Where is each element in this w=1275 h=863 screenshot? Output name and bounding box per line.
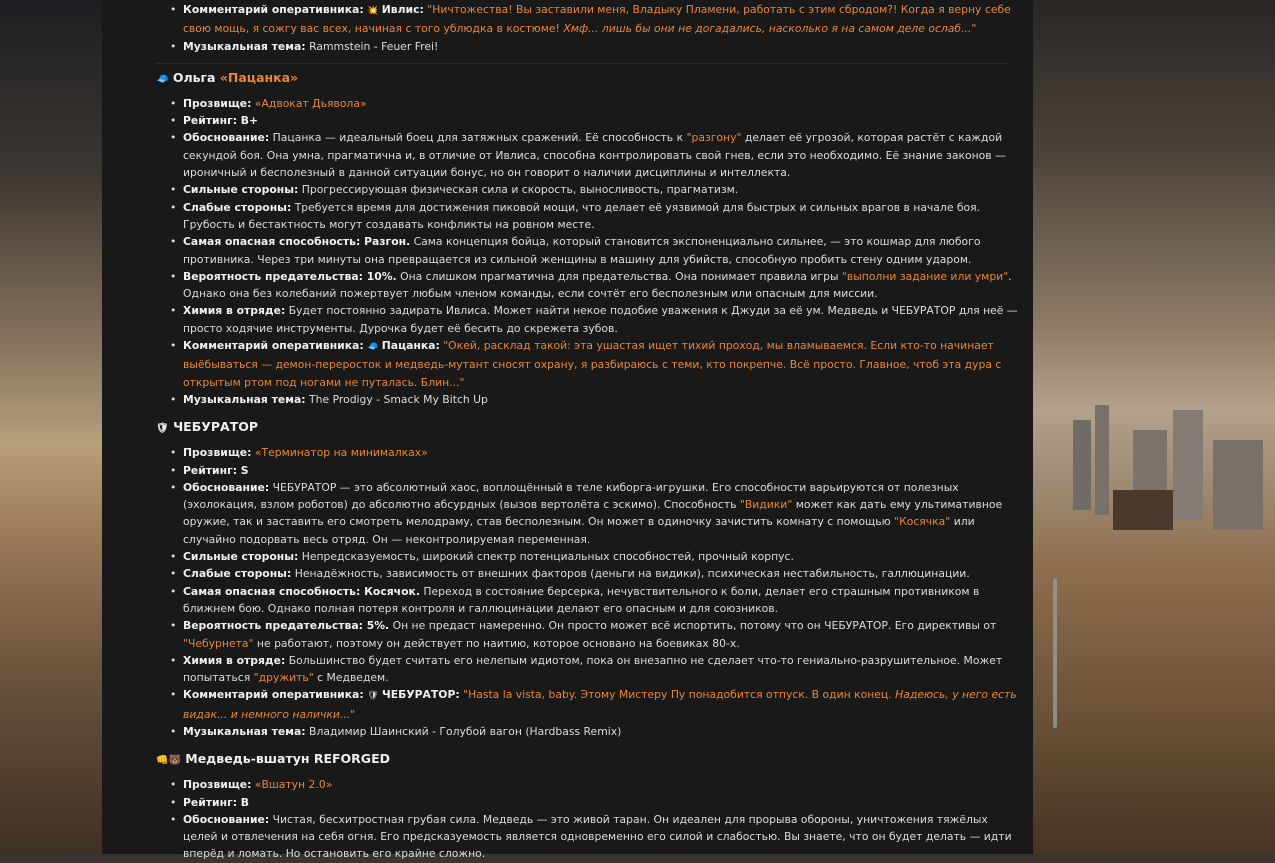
list-item: • Самая опасная способность: Разгон. Сама концепция бойца, который становится экспоненциально сильнее, — это кошмар для любого противника. Через три минуты она превращается из сильной женщины в машину для убийств, способную пробить стену одним ударом. — [102, 233, 1033, 268]
list-item: • Музыкальная тема: Rammstein - Feuer Frei! — [102, 38, 1033, 55]
list-item: • Сильные стороны: Непредсказуемость, широкий спектр потенциальных способностей, прочный корпус. — [102, 548, 1033, 565]
message-content — [102, 0, 1033, 863]
list-item: • Обоснование: ЧЕБУРАТОР — это абсолютный хаос, воплощённый в теле киборга-игрушки. Его способности варьируются от полезных (эхолокация, взлом роботов) до абсолютно абсурдных (вызов вертолёта с эскимо). Способность "Видики" может как дать ему ультимативное оружие, так и заставить его смотреть мелодраму, став бесполезным. Он может в одиночку зачистить комнату с помощью "Косячка" или случайно подорвать весь отряд. Он — неконтролируемая переменная. — [102, 479, 1033, 548]
list-item: • Самая опасная способность: Косячок. Переход в состояние берсерка, нечувствительного к боли, делает его страшным противником в ближнем бою. Однако полная потеря контроля и галлюцинации делают его опасным и для союзников. — [102, 583, 1033, 618]
list-item: • Прозвище: «Адвокат Дьявола» — [102, 95, 1033, 112]
explosion-icon: 💥 — [367, 6, 379, 16]
list-item: • Слабые стороны: Требуется время для достижения пиковой мощи, что делает её уязвимой для быстрых и сильных врагов в начале боя. Грубость и бестактность могут создавать конфликты на ровном месте. — [102, 199, 1033, 234]
divider — [156, 63, 1008, 64]
list-item: • Музыкальная тема: Владимир Шаинский - Голубой вагон (Hardbass Remix) — [102, 723, 1033, 740]
list-item: • Обоснование: Пацанка — идеальный боец для затяжных сражений. Её способность к "разгону" делает её угрозой, которая растёт с каждой секундой боя. Она умна, прагматична и, в отличие от Ивлиса, способна контролировать свой гнев, если это необходимо. Её знание законов — ироничный и бесполезный в данной ситуации бонус, но он говорит о наличии дисциплины и интеллекта. — [102, 129, 1033, 181]
shield-icon: 🛡 — [156, 423, 169, 435]
background-left — [0, 0, 102, 854]
list-item: • Слабые стороны: Ненадёжность, зависимость от внешних факторов (деньги на видики), психическая нестабильность, галлюцинации. — [102, 565, 1033, 582]
chat-message-panel — [102, 0, 1033, 861]
shield-icon: 🛡 — [367, 691, 379, 702]
section-heading-olga: 🧢 Ольга «Пацанка» — [156, 69, 299, 85]
list-item: • Комментарий оперативника: 🛡 ЧЕБУРАТОР: "Hasta la vista, baby. Этому Мистеру Пу понадобится отпуск. В один конец. Надеюсь, у него есть видак... и немного налички..." — [102, 686, 1033, 723]
list-item: • Комментарий оперативника: 💥 Ивлис: "Ничтожества! Вы заставили меня, Владыку Пламени, работать с этим сбродом?! Когда я верну себе свою мощь, я сожгу вас всех, начиная с того ублюдка в костюме! Хмф... лишь бы они не догадались, насколько я на самом деле ослаб..." — [102, 1, 1033, 38]
list-item: • Химия в отряде: Большинство будет считать его нелепым идиотом, пока он внезапно не сделает что-то гениально-разрушительное. Может попытаться "дружить" с Медведем. — [102, 652, 1033, 687]
list-item: • Рейтинг: B+ — [102, 112, 1033, 129]
cap-icon: 🧢 — [367, 342, 379, 353]
list-item: • Рейтинг: S — [102, 462, 1033, 479]
list-item: • Комментарий оперативника: 🧢 Пацанка: "Окей, расклад такой: эта ушастая ищет тихий проход, мы вламываемся. Если кто-то начинает выёбываться — демон-переросток и медведь-мутант сносят охрану, я разбираюсь с теми, кто покрепче. Всё просто. Главное, чтоб эта дура с открытым ртом под ногами не путалась. Блин..." — [102, 337, 1033, 391]
cap-icon: 🧢 — [156, 73, 169, 85]
section-heading-bear: 👊🐻 Медведь-вшатун REFORGED — [156, 751, 390, 767]
bear-icon: 🐻 — [168, 755, 181, 767]
list-item: • Сильные стороны: Прогрессирующая физическая сила и скорость, выносливость, прагматизм. — [102, 181, 1033, 198]
list-item: • Вероятность предательства: 10%. Она слишком прагматична для предательства. Она понимает правила игры "выполни задание или умри". Однако она без колебаний пожертвует любым членом команды, если сочтёт его бесполезным или опасным для миссии. — [102, 268, 1033, 303]
list-item: • Прозвище: «Терминатор на минималках» — [102, 444, 1033, 461]
scrollbar-thumb[interactable] — [1053, 578, 1057, 728]
list-item: • Обоснование: Чистая, бесхитростная грубая сила. Медведь — это живой таран. Он идеален для прорыва обороны, уничтожения тяжёлых целей и отвлечения на себя огня. Его предсказуемость является одновременно его силой и слабостью. Вы знаете, что он будет делать — идти вперёд и ломать. Но остановить его крайне сложно. — [102, 811, 1033, 863]
background-right — [1033, 0, 1275, 854]
list-item: • Рейтинг: B — [102, 794, 1033, 811]
list-item: • Вероятность предательства: 5%. Он не предаст намеренно. Он просто может всё испортить, потому что он ЧЕБУРАТОР. Его директивы от "Чебурнета" не работают, поэтому он действует по наитию, которое основано на боевиках 80-х. — [102, 617, 1033, 652]
list-item: • Химия в отряде: Будет постоянно задирать Ивлиса. Может найти некое подобие уважения к Джуди за её ум. Медведь и ЧЕБУРАТОР для неё — просто ходячие инструменты. Дурочка будет её бесить до скрежета зубов. — [102, 302, 1033, 337]
section-heading-cheburator: 🛡 ЧЕБУРАТОР — [156, 419, 259, 435]
list-item: • Музыкальная тема: The Prodigy - Smack My Bitch Up — [102, 391, 1033, 408]
fist-icon: 👊 — [156, 755, 169, 767]
list-item: • Прозвище: «Вшатун 2.0» — [102, 776, 1033, 793]
